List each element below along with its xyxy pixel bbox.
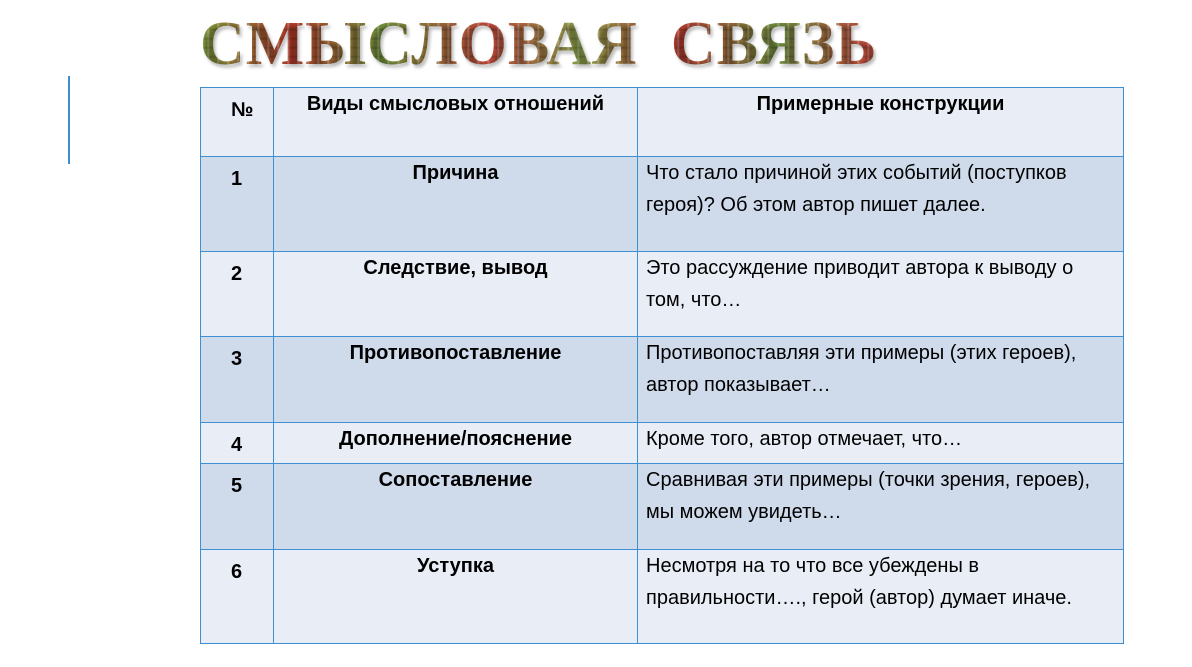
row-num: 4 — [201, 423, 274, 464]
table-row — [201, 252, 1124, 337]
row-type: Сопоставление — [274, 464, 638, 550]
relations-table — [200, 87, 1124, 644]
header-type: Виды смысловых отношений — [274, 88, 638, 157]
table-header-row — [201, 88, 1124, 157]
row-num: 5 — [201, 464, 274, 550]
row-type: Следствие, вывод — [274, 252, 638, 337]
row-example: Что стало причиной этих событий (поступков героя)? Об этом автор пишет далее. — [638, 157, 1124, 252]
accent-line — [68, 76, 70, 164]
row-type: Противопоставление — [274, 337, 638, 423]
row-num: 2 — [201, 252, 274, 337]
header-num: № — [201, 88, 274, 157]
table-row — [201, 157, 1124, 252]
row-type: Дополнение/пояснение — [274, 423, 638, 464]
table-row — [201, 337, 1124, 423]
table-row — [201, 550, 1124, 644]
row-type: Причина — [274, 157, 638, 252]
row-example: Сравнивая эти примеры (точки зрения, героев), мы можем увидеть… — [638, 464, 1124, 550]
row-num: 6 — [201, 550, 274, 644]
row-num: 1 — [201, 157, 274, 252]
row-num: 3 — [201, 337, 274, 423]
row-example: Это рассуждение приводит автора к выводу о том, что… — [638, 252, 1124, 337]
header-example: Примерные конструкции — [638, 88, 1124, 157]
row-type: Уступка — [274, 550, 638, 644]
row-example: Кроме того, автор отмечает, что… — [638, 423, 1124, 464]
row-example: Несмотря на то что все убеждены в правильности…., герой (автор) думает иначе. — [638, 550, 1124, 644]
slide-title: СМЫСЛОВАЯ СВЯЗЬ — [200, 6, 960, 82]
table-row — [201, 464, 1124, 550]
table-row — [201, 423, 1124, 464]
row-example: Противопоставляя эти примеры (этих героев), автор показывает… — [638, 337, 1124, 423]
